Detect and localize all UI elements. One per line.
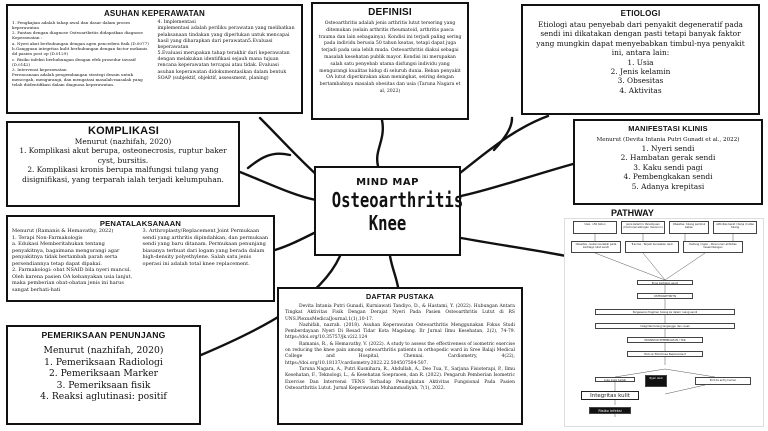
branch-definisi <box>377 120 383 166</box>
manifestasi-title: MANIFESTASI KLINIS <box>628 124 708 133</box>
pathway-chain-node: Pergeseran fragmen tulang ke dalam ruang sendi <box>595 309 735 315</box>
pustaka-entry: Taruna Nagara, A., Putri Kusnihara, R., Abdullah, A., Deo Tua, Y., Sarjana Fisioterapi, P., Ilmu Kesehatan, F., Teknologi, L., & Kesehatan Soepraoen, dan R. (2022). Pengaruh Pemberian Isometric Exercise Dan Intervensi TENS Terhadap Peningkatan Aktivitas Fungsional Pada Pasien Osteoarthritis Lutut. Jurnal Keperawatan Muhammadiyah, 7(1), 2022. <box>285 366 515 391</box>
manifestasi-item: 3. Kaku sendi pagi <box>633 162 703 172</box>
asuhan-right-item: 4. Implementasi <box>157 20 196 25</box>
pathway-chain-node: Erosi kartilago sendi <box>637 280 693 285</box>
asuhan-left-item: 2. Pantau dengan diagnose Osteoarthritis didapatkan diagnose Keperawatan : <box>12 30 143 41</box>
penatalaksanaan-title: PENATALAKSANAAN <box>99 219 182 228</box>
etiologi-box <box>521 4 760 115</box>
etiologi-item: 3. Obsesitas <box>617 76 664 86</box>
asuhan-left-item: a. Nyeri akut berhubungan dengan agen pencedera fisik (D.0077) <box>12 40 149 46</box>
pustaka-entry: Devita Intania Putri Gunadi, Kurniawati Tandiyo, D., & Hastami, Y. (2022). Hubungan Antara Tingkat Aktivitas Fisik Dengan Derajat Nyeri Pada Pasien Osteoarthritis Lutut di RS UNS.PlexusMedicalJournal,1(1),10-17. <box>285 304 515 322</box>
komplikasi-item: 2. Komplikasi kronis berupa malfungsi tulang yang disignifikasi, yang terparah ialah terjadi kelumpuhan. <box>22 165 224 184</box>
penatalaksanaan-right-column <box>143 228 270 293</box>
etiologi-intro: Etiologi atau penyebab dari penyakit degeneratif pada sendi ini dikatakan dengan pasti tetapi banyak faktor yang mungkin dapat menyebabkan timbul-nya penyakit ini, antara lain: <box>536 20 745 58</box>
komplikasi-item: 1. Komplikasi akut berupa, osteonecrosis, ruptur baker cyst, bursitis. <box>19 146 227 165</box>
penatalaksanaan-left-item: a. Edukasi Memberitahukan tentang penyakitnya, bagaimana mengurangi agar penyakitnya tidak bertambah parah serta <box>12 241 120 260</box>
manifestasi-item: 5. Adanya krepitasi <box>631 181 705 191</box>
manifestasi-box <box>573 119 763 205</box>
asuhan-right-column <box>158 20 298 88</box>
center-title-line2: Knee <box>368 211 407 235</box>
definisi-text: Osteoarthritis adalah jenis arthritis lutut tersering yang ditemukan (selain arthritis rheumatoid, arthritis pasca trauma dan lain sebagainya). Kondisi ini terjadi paling sering pada individu berusia 50 tahun keatas, tetapi dapat juga terjadi pada usia lebih muda. Osteoarthritis diakui sebagai masalah kesehatan publik mayor. Kondisi ini merupakan salah satu penyebab utama disfungsi individu yang mengurangi kualitas hidup di seluruh dunia. Beban penyakit OA lutut diperkirakan akan meningkat, seiring dengan bertambahnya masalah obesitas dan usia (Taruna Nagara et al, 2022) <box>318 21 462 94</box>
pustaka-entry: Nazhifah, nazrah. (2018). Asuhan Keperawatan Osteoarthritis Menggunakan Fokus Studi Pemberdayaan Nyeri Di Resad Tidar Kota Magelang. Ilr Jurnal Ilmu Kesehatan, 2(2), 74-79. https://doi.org/10.35757/jk.v2i2.124 <box>285 322 515 341</box>
pemeriksaan-penunjang-box <box>6 325 201 425</box>
penatalaksanaan-left-item: Menurut (Ramanis & Hemavathy, 2022) <box>12 228 114 234</box>
komplikasi-source: Menurut (nazhifah, 2020) <box>74 137 172 146</box>
branch-pustaka <box>390 256 398 287</box>
pathway-top-node: Obesitas: tulang pemikul beban <box>669 221 709 234</box>
manifestasi-item: 1. Nyeri sendi <box>641 144 695 153</box>
pemeriksaan-item: 2. Pemeriksaan Marker <box>48 368 159 380</box>
pemeriksaan-item: 1. Pemeriksaan Radiologi <box>44 356 163 368</box>
pathway-mid-node: Obesitas - beban berlebih pada kartilago lutut sendi <box>571 241 621 253</box>
komplikasi-box <box>6 121 240 207</box>
pustaka-entry: Ramanis, R., & Hemavathy, V. (2022). A study to assess the effectiveness of isometric exercise on reducing the knee pain among osteoarthritis patients in orthopedic ward in Sree Balaji Medical College and Hospital, Chennai. Cardiometry, 4(22), https://doi.org/10.18137/cardiometry.2022.22.504507504-507. <box>285 341 515 366</box>
pemeriksaan-item: 3. Pemeriksaan fisik <box>56 379 151 391</box>
etiologi-item: 4. Aktivitas <box>619 85 662 95</box>
pathway-chain-node: OSTEOARTHRITIS <box>637 293 693 299</box>
manifestasi-source: Menurut (Devita Intania Putri Gunadi et al., 2022) <box>596 137 740 143</box>
center-topic <box>314 166 464 256</box>
pathway-bottom-node: Port de entry kuman <box>695 377 751 385</box>
branch-asuhan-twig <box>248 154 290 168</box>
branch-asuhan <box>260 118 318 176</box>
pathway-chain-node: PROSEDUR PEMBEDAHAN / TKR <box>627 337 703 343</box>
komplikasi-title: KOMPLIKASI <box>88 125 160 137</box>
branch-etiologi <box>456 116 548 176</box>
etiologi-title: ETIOLOGI <box>620 9 661 18</box>
pathway-title: PATHWAY <box>611 208 654 218</box>
pathway-bottom-node: Luka insisi bedah <box>595 377 635 382</box>
pathway-mid-node: Trauma - Terjadi kerusakan akut <box>625 241 679 253</box>
branch-penatalaksanaan <box>275 232 316 250</box>
manifestasi-item: 4. Pembengkakan sendi <box>623 172 713 182</box>
pemeriksaan-title: PEMERIKSAAN PENUNJANG <box>41 330 166 340</box>
pemeriksaan-item: 4. Reaksi aglutinasi: positif <box>40 391 167 403</box>
asuhan-right-item: implementasi adalah periliku perawatan yang melibatkan pelaksanaan tindakan yang diperlukan untuk mencapai hasil yang diharapkan dari perawatan5.Evaluasi keperawatan <box>157 26 295 50</box>
etiologi-item: 2. Jenis kelamin <box>610 67 671 77</box>
pathway-chain-node: Integritas tulang terganggu dan rusak <box>595 323 735 329</box>
pathway-top-node: Jenis kelamin: Perempuan (hormonal estrogen menurun) <box>621 221 665 234</box>
asuhan-right-item: 5.Evaluasi merupakan tahap terakhir dari keperawatan dengan melakukan identifikasi sejauh mana tujuan rencana keperawatan tercapai atau tidak. Evaluasi asuhan keperawatan didokumentasikan dalam bentuk SOAP (subjektif, objektif, assessment, planing) <box>157 51 290 81</box>
asuhan-keperawatan-box <box>6 4 303 114</box>
etiologi-item: 1. Usia <box>627 57 654 67</box>
pathway-mid-node: Kadang ringan - Penurunan aktivitas keseimbangan <box>683 241 743 253</box>
asuhan-left-item: 1. Pengkajian adalah tahap awal dan dasar dalam proses keperawatan <box>12 20 131 30</box>
pathway-diagram <box>564 218 764 427</box>
pemeriksaan-source: Menurut (nazhifah, 2020) <box>43 345 164 356</box>
asuhan-left-column <box>12 20 152 88</box>
definisi-box <box>311 2 469 120</box>
daftar-pustaka-box <box>277 287 523 425</box>
pathway-bottom-node: Integritas kulit <box>581 391 639 400</box>
asuhan-left-item: b.Gangguan integritas kulit berhubungan dengan factor mekanis dd pasien post op (D.0129) <box>12 46 148 57</box>
pustaka-title: DAFTAR PUSTAKA <box>365 292 434 301</box>
penatalaksanaan-box <box>6 215 275 302</box>
branch-manifestasi <box>461 164 573 196</box>
center-title-line1: Osteoarthritis <box>331 188 464 212</box>
manifestasi-item: 2. Hambatan gerak sendi <box>620 153 716 163</box>
pathway-top-node: Usia: >50 tahun <box>573 221 617 234</box>
pathway-bottom-node: Risiko infeksi <box>589 407 631 414</box>
penatalaksanaan-left-item: 1. Terapi Non-Farmakologis <box>12 234 83 241</box>
center-subtitle: MIND MAP <box>356 177 419 188</box>
branch-etiologi-twig <box>494 118 512 150</box>
asuhan-left-item: Perencanaan adalah pengembangan strategi desain untuk mencegah, mengurangi, dan mengatasi masalah-masalah yang telah diidentifikasi dalam diagnosa keperawatan. <box>12 72 143 88</box>
branch-komplikasi <box>240 172 316 200</box>
penatalaksanaan-left-column <box>12 228 139 293</box>
asuhan-left-item: 3. Intervensi keperawatan <box>12 66 67 72</box>
penatalaksanaan-left-item: 2. Farmakologi: obat NSAID bila nyeri muncul. Oleh karena pasien OA kebanyakan usia lanjut, maka pemberian obat-obatan jenis ini harus sangat berhati-hati <box>12 267 133 293</box>
pathway-top-node: Aktivitas berat / Kerja di atas tulang <box>713 221 757 234</box>
asuhan-title: ASUHAN KEPERAWATAN <box>103 9 206 18</box>
asuhan-left-item: c. Risiko infeksi berhubungan dengan efek prosedur invasif (D.0142) <box>12 56 136 67</box>
penatalaksanaan-right-item: 3. Arthroplasty/Replacement Joint Permukaan sendi yang arthritis dipindahkan, dan permukaan sendi yang baru ditanam. Permukaan penunjang biasanya terbuat dari logam yang berada dalam high-density polyethylene. Salah satu jenis operasi ini adalah total knee replacement. <box>142 228 269 267</box>
pathway-chain-node: Post op Total Knee Replacement <box>627 351 703 357</box>
pathway-bottom-node: Nyeri akut <box>645 375 667 387</box>
penatalaksanaan-left-item: persendiannya tetap dapat dipakai. <box>12 260 102 267</box>
branch-pathway <box>461 238 566 256</box>
definisi-title: DEFINISI <box>368 7 412 18</box>
